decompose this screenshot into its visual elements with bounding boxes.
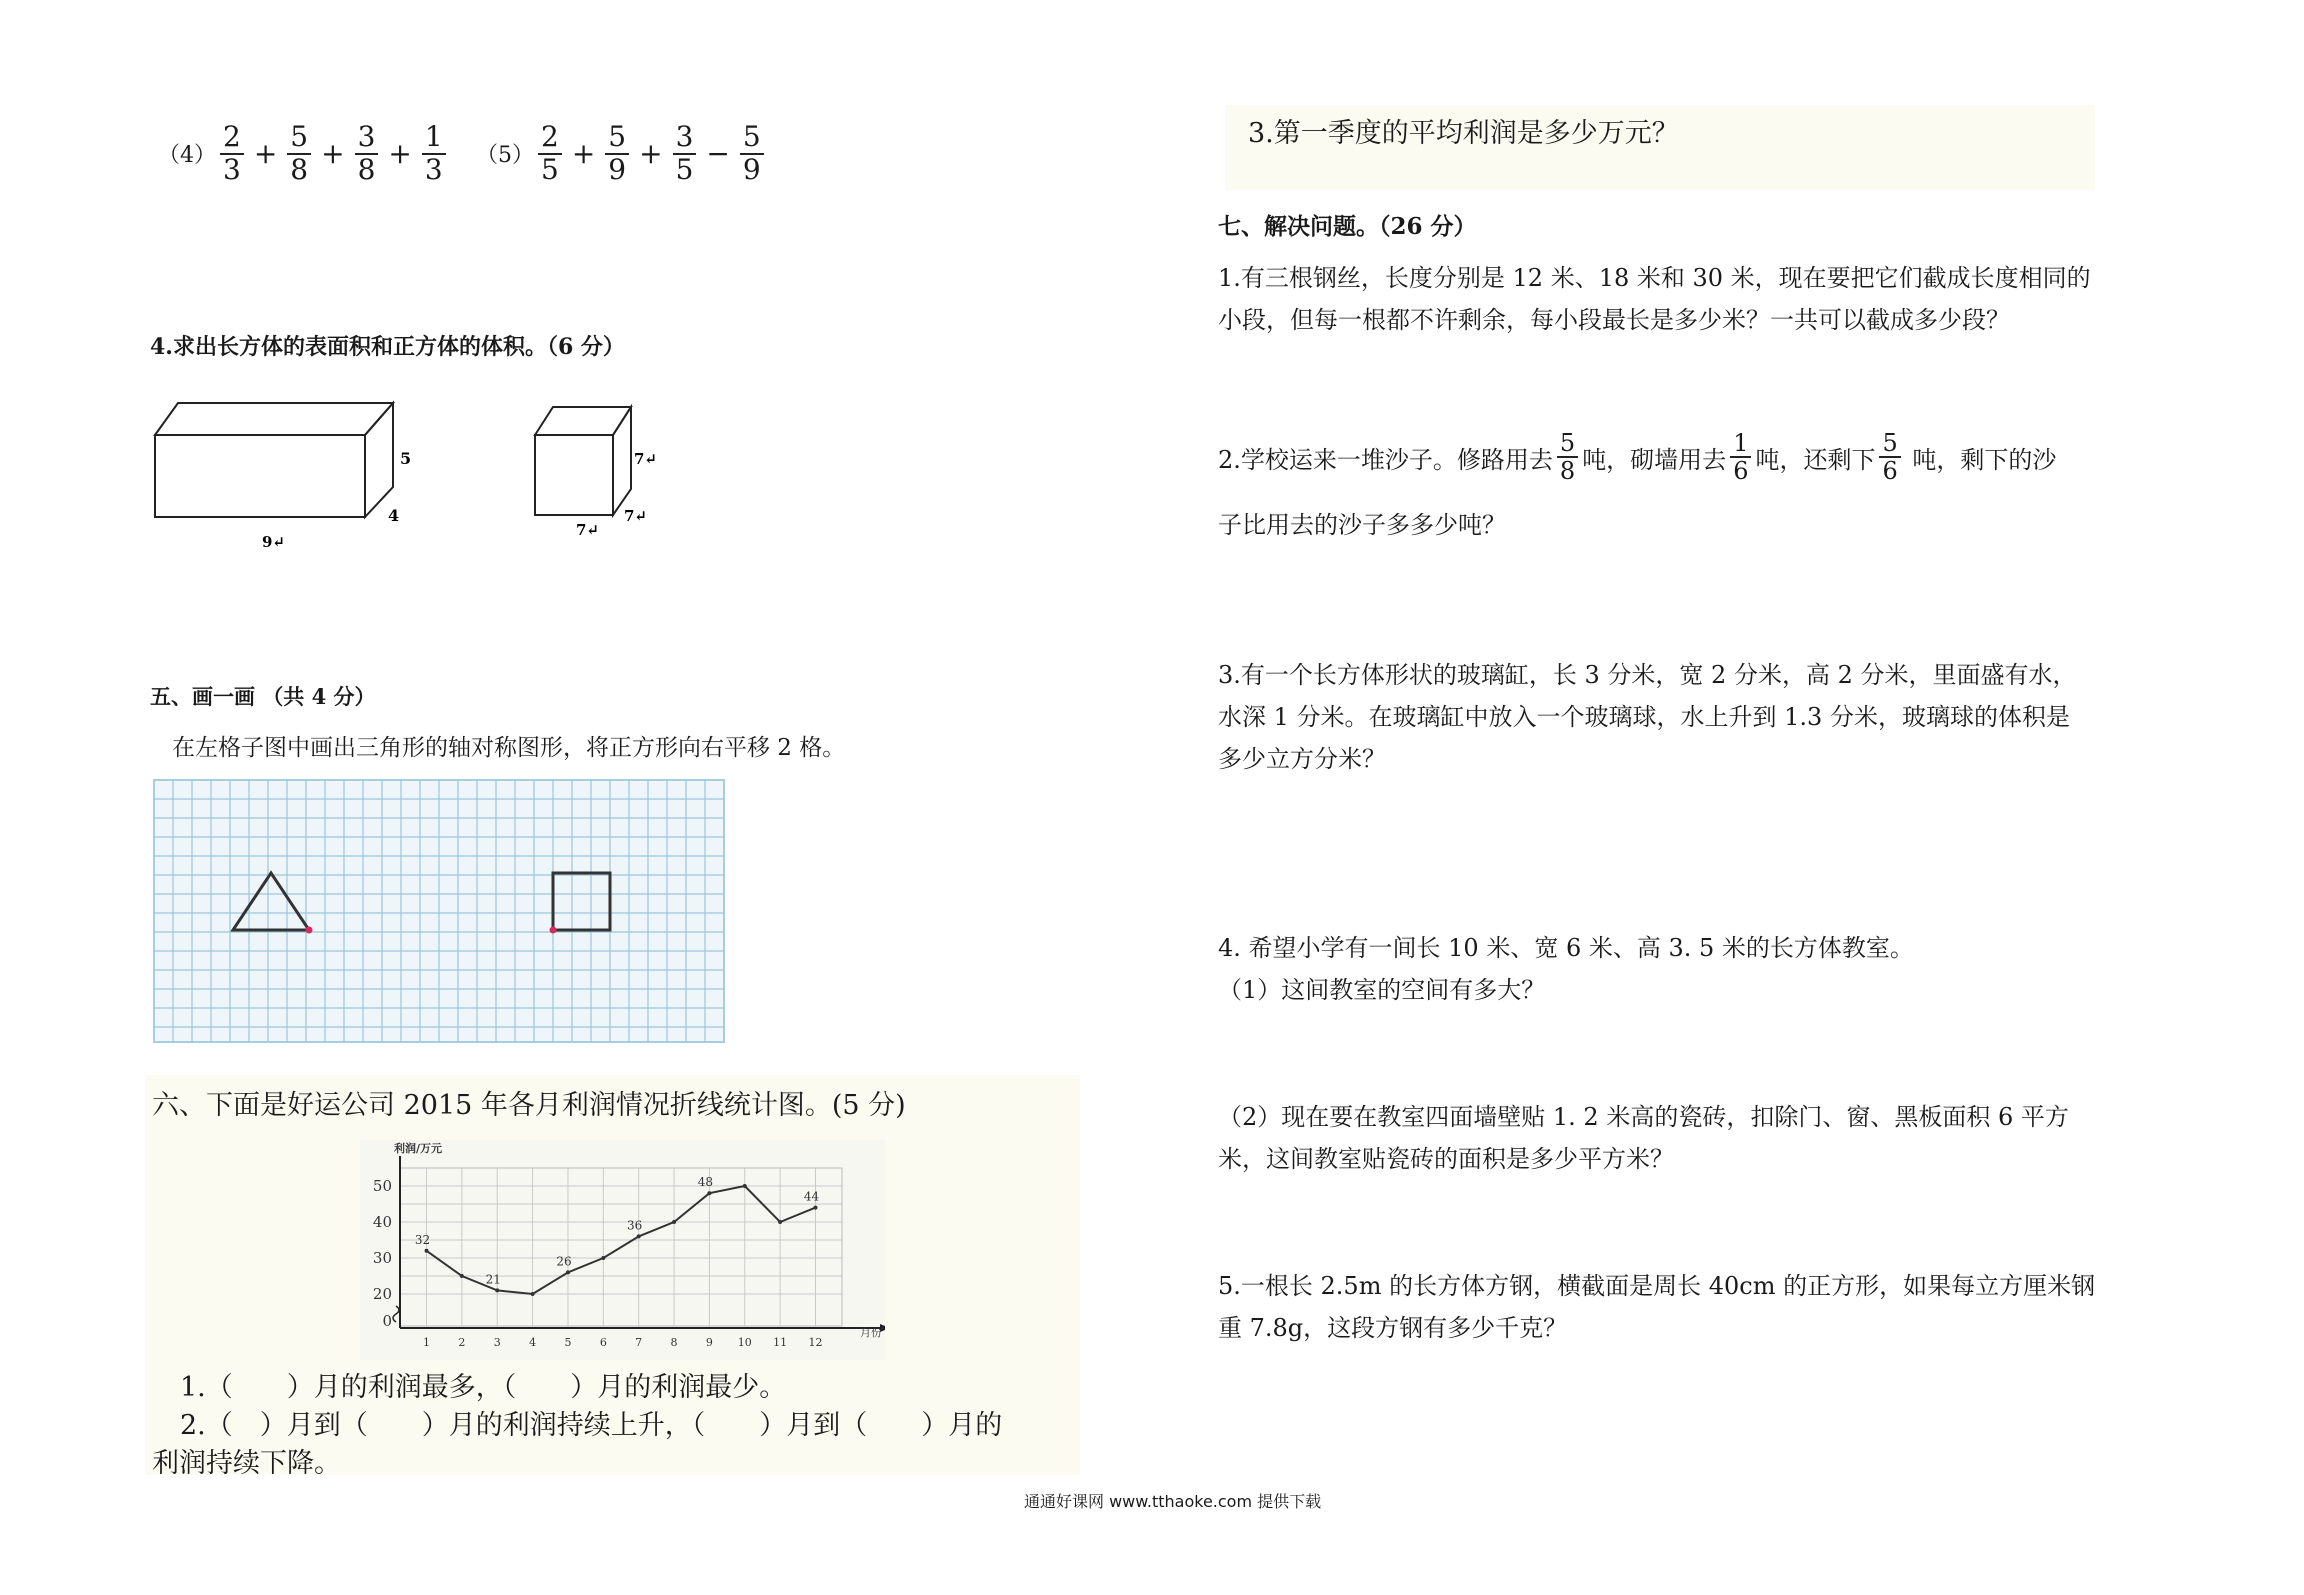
problem-3-line-2: 水深 1 分米。在玻璃缸中放入一个玻璃球，水上升到 1.3 分米，玻璃球的体积是 (1218, 703, 2070, 731)
expression-4-label: （4） (158, 143, 216, 169)
cube-depth-label: 7↵ (624, 507, 648, 525)
chart-xtick-label: 8 (670, 1336, 678, 1349)
footer-download-credit: 通通好课网 www.tthaoke.com 提供下载 (1024, 1492, 1322, 1511)
problem-4-subquestion-2-line-2: 米，这间教室贴瓷砖的面积是多少平方米？ (1218, 1145, 1674, 1173)
chart-xtick-label: 1 (423, 1336, 431, 1349)
cube-length-label: 7↵ (576, 521, 600, 539)
section-6-title: 六、下面是好运公司 2015 年各月利润情况折线统计图。(5 分) (152, 1090, 906, 1121)
expression-4 (158, 122, 450, 186)
chart-data-label: 48 (697, 1175, 714, 1190)
chart-ytick-label: 20 (372, 1285, 392, 1303)
solid-figures (140, 395, 700, 555)
fraction: $\frac{5}{8}$ (287, 122, 311, 186)
square-vertex-dot (550, 927, 557, 934)
problem-3-line-3: 多少立方分米？ (1218, 745, 1386, 773)
fraction: $\frac{3}{8}$ (355, 122, 379, 186)
cuboid-height-label: 5 (400, 449, 412, 468)
cuboid-top-face (155, 403, 393, 435)
problem-4-subquestion-1: （1）这间教室的空间有多大？ (1218, 976, 1546, 1004)
question-3-text: 3.第一季度的平均利润是多少万元？ (1248, 118, 1679, 149)
problem-2-text-d: 吨，剩下的沙 (1904, 445, 2057, 474)
fraction: $\frac{5}{9}$ (605, 122, 629, 186)
operator: + (253, 137, 278, 171)
chart-ytick-label: 30 (372, 1249, 392, 1267)
chart-xtick-label: 2 (458, 1336, 466, 1349)
problem-5-line-1: 5.一根长 2.5m 的长方体方钢，横截面是周长 40cm 的正方形，如果每立方厘米钢 (1218, 1272, 2096, 1300)
chart-data-point (601, 1256, 605, 1260)
chart-data-point (637, 1234, 641, 1238)
cube-height-label: 7↵ (634, 450, 658, 468)
problem-4-line-1: 4. 希望小学有一间长 10 米、宽 6 米、高 3. 5 米的长方体教室。 (1218, 934, 1914, 962)
section-4-title: 4.求出长方体的表面积和正方体的体积。（6 分） (150, 334, 625, 360)
chart-xtick-label: 6 (599, 1336, 607, 1349)
section-6-question-2-line-2: 利润持续下降。 (152, 1448, 341, 1479)
section-6-question-2-line-1: 2.（ ）月到（ ）月的利润持续上升，（ ）月到（ ）月的 (180, 1410, 1003, 1441)
fraction: $\frac{3}{5}$ (673, 122, 697, 186)
fraction-5-6: $\frac{5}{6}$ (1879, 430, 1900, 485)
problem-4-subquestion-2-line-1: （2）现在要在教室四面墙壁贴 1. 2 米高的瓷砖，扣除门、窗、黑板面积 6 平方 (1218, 1103, 2069, 1131)
cuboid-depth-label: 4 (388, 506, 400, 525)
chart-ytick-label: 50 (372, 1177, 392, 1195)
fraction-5-8: $\frac{5}{8}$ (1557, 430, 1578, 485)
fraction: $\frac{5}{9}$ (740, 122, 764, 186)
expression-5-label: （5） (476, 143, 534, 169)
operator: − (706, 137, 730, 171)
chart-data-label: 26 (556, 1254, 572, 1269)
chart-data-point (531, 1292, 535, 1296)
cube-front-face (535, 435, 613, 515)
fraction-1-6: $\frac{1}{6}$ (1730, 430, 1751, 485)
chart-xtick-label: 11 (773, 1336, 788, 1349)
chart-xtick-label: 3 (493, 1336, 501, 1349)
cuboid-length-label: 9↵ (262, 533, 286, 551)
chart-xtick-label: 4 (529, 1336, 537, 1349)
profit-line-chart (360, 1140, 885, 1360)
chart-xtick-label: 7 (635, 1336, 643, 1349)
chart-data-point (495, 1288, 499, 1292)
problem-5-line-2: 重 7.8g，这段方钢有多少千克？ (1218, 1314, 1568, 1342)
operator: + (639, 137, 663, 171)
chart-data-point (813, 1206, 817, 1210)
section-6-question-1: 1.（ ）月的利润最多，（ ）月的利润最少。 (180, 1372, 787, 1403)
fraction: $\frac{2}{5}$ (538, 122, 562, 186)
problem-2-text-c: 吨，还剩下 (1755, 445, 1876, 474)
chart-data-point (707, 1191, 711, 1195)
chart-ytick-label: 0 (382, 1312, 392, 1330)
section-7-title: 七、解决问题。（26 分） (1218, 213, 1477, 240)
fraction: $\frac{2}{3}$ (220, 122, 244, 186)
cube-figure (535, 407, 631, 515)
chart-data-point (460, 1274, 464, 1278)
operator: + (571, 137, 596, 171)
fraction: $\frac{1}{3}$ (422, 122, 446, 186)
chart-ytick-label: 40 (372, 1213, 392, 1231)
triangle-vertex-dot (306, 927, 313, 934)
cube-side-face (613, 407, 631, 515)
problem-1-line-1: 1.有三根钢丝，长度分别是 12 米、18 米和 30 米，现在要把它们截成长度相同的 (1218, 264, 2091, 292)
chart-data-point (425, 1249, 429, 1253)
chart-data-label: 32 (414, 1232, 431, 1247)
chart-xtick-label: 12 (808, 1336, 823, 1349)
chart-data-point (743, 1184, 747, 1188)
problem-2-line-2: 子比用去的沙子多多少吨？ (1218, 511, 1506, 539)
chart-xlabel: 月份 (860, 1326, 882, 1339)
problem-1-line-2: 小段，但每一根都不许剩余，每小段最长是多少米？一共可以截成多少段？ (1218, 306, 2010, 334)
chart-xtick-label: 9 (705, 1336, 713, 1349)
problem-3-line-1: 3.有一个长方体形状的玻璃缸，长 3 分米，宽 2 分米，高 2 分米，里面盛有水， (1218, 661, 2077, 689)
operator: + (388, 137, 412, 171)
cuboid-side-face (365, 403, 393, 517)
chart-ylabel: 利润/万元 (394, 1142, 443, 1155)
problem-2-text-b: 吨，砌墙用去 (1582, 445, 1727, 474)
cuboid-front-face (155, 435, 365, 517)
operator: + (321, 137, 345, 171)
chart-data-point (778, 1220, 782, 1224)
chart-data-point (566, 1270, 570, 1274)
chart-data-label: 21 (485, 1272, 501, 1287)
chart-data-point (672, 1220, 676, 1224)
section-5-title: 五、画一画 （共 4 分） (150, 684, 376, 709)
chart-data-label: 36 (627, 1218, 643, 1233)
expression-5 (476, 122, 768, 186)
problem-2-text-a: 2.学校运来一堆沙子。修路用去 (1218, 445, 1553, 474)
chart-xtick-label: 5 (564, 1336, 572, 1349)
problem-2-line-1 (1218, 430, 2056, 485)
cuboid-figure (155, 403, 393, 517)
chart-data-label: 44 (803, 1189, 820, 1204)
section-5-instruction: 在左格子图中画出三角形的轴对称图形，将正方形向右平移 2 格。 (172, 735, 846, 761)
drawing-grid[interactable] (150, 776, 730, 1048)
chart-xtick-label: 10 (737, 1336, 752, 1349)
